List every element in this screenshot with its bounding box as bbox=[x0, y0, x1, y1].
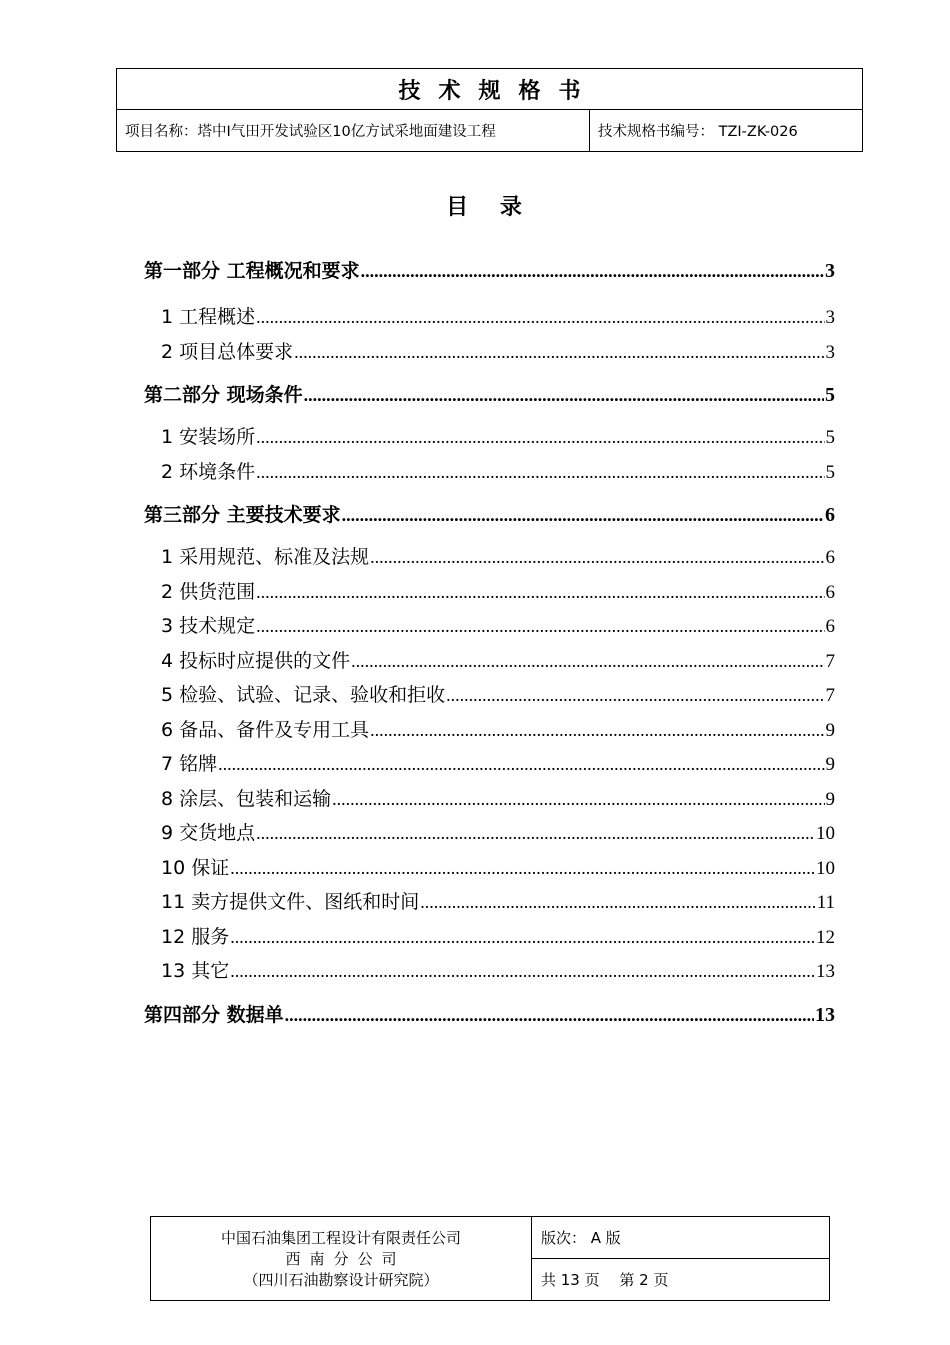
toc-item-label: 6 备品、备件及专用工具 bbox=[161, 718, 370, 741]
toc-page-number: 7 bbox=[825, 650, 835, 672]
toc-item-label: 1 工程概述 bbox=[161, 306, 256, 328]
toc-page-number: 5 bbox=[825, 427, 835, 448]
toc-item-label: 1 安装场所 bbox=[161, 426, 256, 448]
toc-page-number: 6 bbox=[825, 547, 835, 568]
toc-item[interactable] bbox=[144, 782, 835, 817]
toc-leader-dots bbox=[256, 575, 824, 610]
toc-leader-dots bbox=[256, 420, 824, 455]
toc-page-number: 13 bbox=[816, 961, 835, 982]
toc-item-label: 9 交货地点 bbox=[161, 822, 256, 844]
company-block bbox=[151, 1217, 532, 1301]
toc-page-number: 13 bbox=[815, 1003, 835, 1026]
toc-item[interactable] bbox=[144, 954, 835, 989]
toc-item-label: 10 保证 bbox=[161, 856, 230, 879]
toc-item-label: 5 检验、试验、记录、验收和拒收 bbox=[161, 684, 446, 706]
toc-item-label: 7 铭牌 bbox=[161, 753, 218, 775]
toc-page-number: 12 bbox=[816, 926, 835, 948]
toc-page-number: 10 bbox=[816, 857, 835, 879]
toc-page-number: 5 bbox=[825, 384, 835, 406]
toc-item-label: 11 卖方提供文件、图纸和时间 bbox=[161, 891, 420, 913]
footer-table bbox=[150, 1216, 830, 1301]
toc-leader-dots bbox=[370, 713, 824, 748]
toc-leader-dots bbox=[304, 378, 824, 412]
toc-page-number: 9 bbox=[825, 788, 835, 810]
toc-page-number: 11 bbox=[816, 892, 835, 913]
project-name: 项目名称：塔中Ⅰ气田开发试验区10亿方试采地面建设工程 bbox=[117, 110, 590, 152]
toc-part-1[interactable] bbox=[144, 254, 835, 288]
page-count: 共 13 页 第 2 页 bbox=[532, 1259, 830, 1301]
toc-leader-dots bbox=[256, 455, 824, 490]
document-title: 技术规格书 bbox=[117, 69, 863, 110]
toc-item[interactable] bbox=[144, 713, 835, 748]
toc-part-label: 第二部分 现场条件 bbox=[144, 384, 303, 406]
toc-leader-dots bbox=[256, 300, 824, 335]
toc-page-number: 10 bbox=[816, 823, 835, 844]
toc-page-number: 3 bbox=[825, 260, 835, 282]
toc-item[interactable] bbox=[144, 335, 835, 370]
toc-item[interactable] bbox=[144, 540, 835, 575]
toc-item-label: 2 项目总体要求 bbox=[161, 340, 294, 363]
toc-leader-dots bbox=[361, 254, 824, 288]
toc-leader-dots bbox=[332, 782, 824, 817]
toc-page-number: 9 bbox=[825, 754, 835, 775]
toc-page-number: 6 bbox=[825, 616, 835, 637]
toc-part-label: 第四部分 数据单 bbox=[144, 1003, 284, 1026]
toc-page-number: 3 bbox=[825, 307, 835, 328]
toc-page-number: 5 bbox=[825, 461, 835, 483]
toc-page-number: 6 bbox=[825, 581, 835, 603]
toc-leader-dots bbox=[230, 920, 815, 955]
toc-leader-dots bbox=[256, 816, 815, 851]
header-table bbox=[116, 68, 863, 152]
toc-item-label: 13 其它 bbox=[161, 960, 230, 982]
toc-item[interactable] bbox=[144, 455, 835, 490]
toc-item[interactable] bbox=[144, 300, 835, 335]
toc-item-label: 4 投标时应提供的文件 bbox=[161, 649, 351, 672]
toc-part-label: 第三部分 主要技术要求 bbox=[144, 504, 341, 526]
toc-leader-dots bbox=[230, 954, 815, 989]
toc-item[interactable] bbox=[144, 851, 835, 886]
toc-item[interactable] bbox=[144, 575, 835, 610]
table-of-contents bbox=[144, 252, 835, 1032]
toc-leader-dots bbox=[218, 747, 824, 782]
toc-item[interactable] bbox=[144, 885, 835, 920]
company-name: 中国石油集团工程设计有限责任公司 bbox=[220, 1229, 461, 1247]
toc-page-number: 9 bbox=[825, 719, 835, 741]
toc-item-label: 8 涂层、包装和运输 bbox=[161, 787, 332, 810]
toc-item[interactable] bbox=[144, 747, 835, 782]
toc-title: 目 录 bbox=[446, 195, 534, 220]
toc-part-3[interactable] bbox=[144, 498, 835, 532]
toc-item-label: 12 服务 bbox=[161, 925, 230, 948]
spec-number: 技术规格书编号： TZⅠ-ZK-026 bbox=[590, 110, 863, 152]
toc-leader-dots bbox=[285, 998, 814, 1032]
toc-leader-dots bbox=[446, 678, 824, 713]
toc-item[interactable] bbox=[144, 644, 835, 679]
toc-item-label: 3 技术规定 bbox=[161, 615, 256, 637]
toc-leader-dots bbox=[420, 885, 815, 920]
toc-page-number: 7 bbox=[825, 685, 835, 706]
toc-page-number: 3 bbox=[825, 341, 835, 363]
toc-item-label: 1 采用规范、标准及法规 bbox=[161, 546, 370, 568]
toc-item[interactable] bbox=[144, 609, 835, 644]
toc-item[interactable] bbox=[144, 920, 835, 955]
toc-leader-dots bbox=[342, 498, 824, 532]
version-label: 版次： A 版 bbox=[532, 1217, 830, 1259]
toc-item-label: 2 环境条件 bbox=[161, 460, 256, 483]
toc-page-number: 6 bbox=[825, 504, 835, 526]
toc-part-label: 第一部分 工程概况和要求 bbox=[144, 260, 360, 282]
company-branch: 西南分公司 bbox=[285, 1250, 406, 1268]
company-institute: （四川石油勘察设计研究院） bbox=[243, 1271, 439, 1289]
toc-leader-dots bbox=[294, 335, 824, 370]
toc-leader-dots bbox=[370, 540, 824, 575]
toc-part-2[interactable] bbox=[144, 378, 835, 412]
toc-item[interactable] bbox=[144, 816, 835, 851]
toc-item-label: 2 供货范围 bbox=[161, 580, 256, 603]
toc-leader-dots bbox=[351, 644, 824, 679]
toc-leader-dots bbox=[256, 609, 824, 644]
toc-leader-dots bbox=[230, 851, 815, 886]
toc-part-4[interactable] bbox=[144, 998, 835, 1032]
toc-item[interactable] bbox=[144, 420, 835, 455]
toc-item[interactable] bbox=[144, 678, 835, 713]
